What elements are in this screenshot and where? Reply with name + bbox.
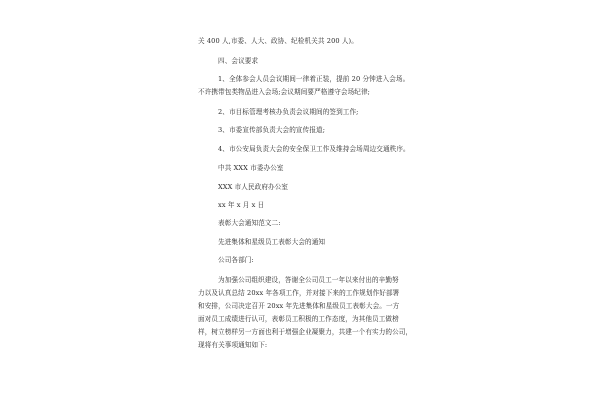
text-line-attendance: 关 400 人,市委、人大、政协、纪检机关共 200 人)。 [198,37,358,45]
signature-party-office: 中共 XXX 市委办公室 [218,164,284,172]
paragraph-line: 样，树立榜样另一方面也利于增强企业凝聚力，共建一个有实力的公司， [198,328,413,336]
text-line-req3: 3、市委宣传部负责大会的宣传报道; [218,126,326,134]
paragraph-line: 为加强公司组织建设，答谢全公司员工一年以来付出的辛勤努 [218,276,399,284]
signature-government-office: XXX 市人民政府办公室 [218,183,289,191]
paragraph-line: 面对员工成绩进行认可，表彰员工积极的工作态度，为其他员工做榜 [198,315,399,323]
paragraph-line: 现将有关事项通知如下: [198,341,268,349]
section-heading-requirements: 四、会议要求 [218,57,259,65]
text-line-req2: 2、市目标管理考核办负责会议期间的签到工作; [218,108,359,116]
section-title-sample2: 表彰大会通知范文二: [218,219,281,227]
signature-date: xx 年 x 月 x 日 [218,201,265,209]
notice-recipient: 公司各部门: [218,256,254,264]
notice-title: 先进集体和星级员工表彰大会的通知 [218,238,326,246]
text-line-req4: 4、市公安局负责大会的安全保卫工作及维持会场周边交通秩序。 [218,145,410,153]
paragraph-line: 和安排，公司决定召开 20xx 年先进集体和星级员工表彰大会。一方 [198,302,400,310]
paragraph-line: 力以及认真总结 20xx 年各项工作，并对接下来的工作规划作好部署 [198,289,400,297]
text-line-req1: 1、全体参会人员会议期间一律着正装，提前 20 分钟进入会场。 [218,75,410,83]
text-line-req1-cont: 不许携带包类物品进入会场;会议期间要严格遵守会场纪律; [198,88,370,96]
